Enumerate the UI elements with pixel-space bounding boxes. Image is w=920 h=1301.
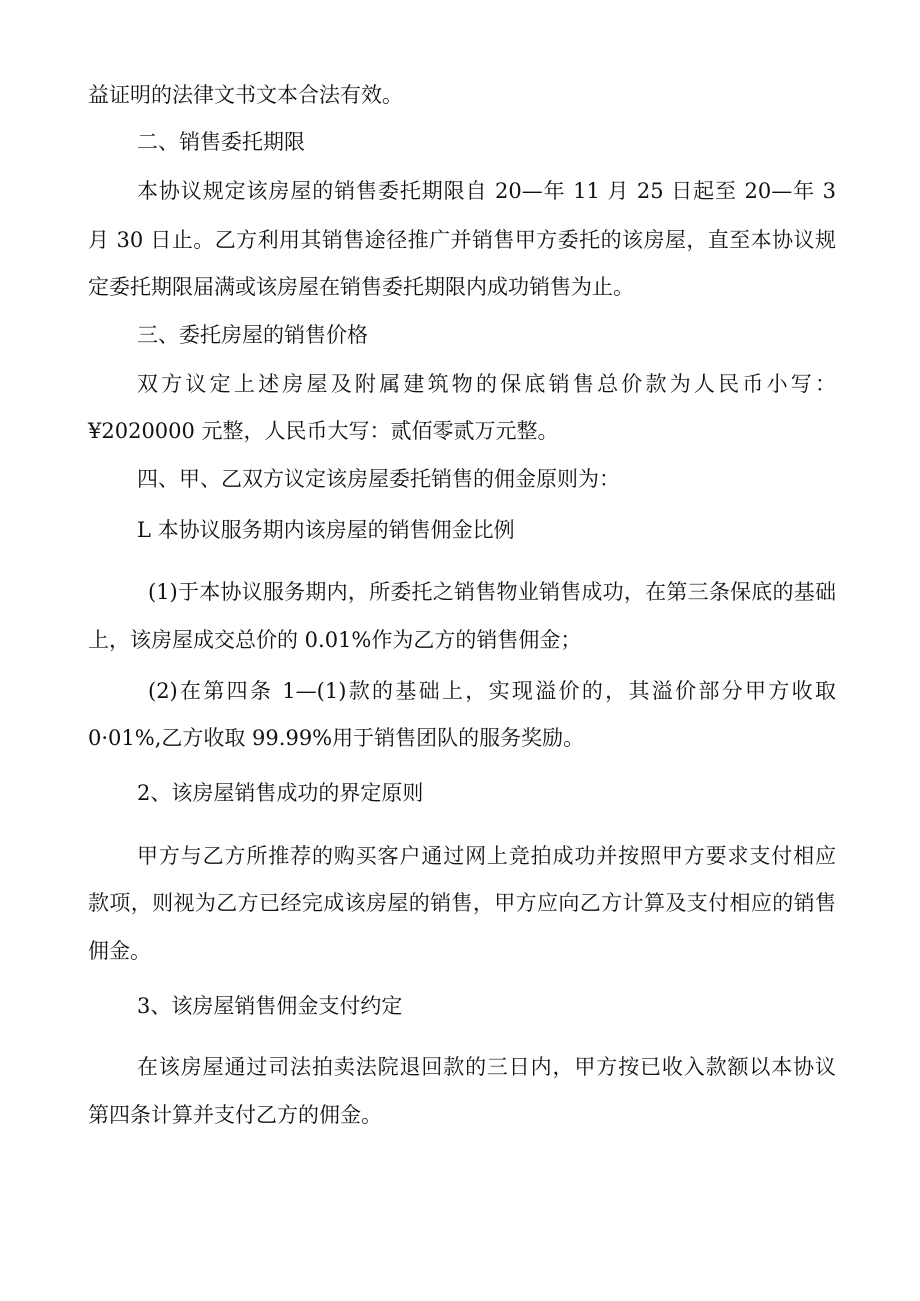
paragraph-line: 上，该房屋成交总价的 0.01%作为乙方的销售佣金； [88,628,582,652]
paragraph-line: ¥2020000 元整，人民币大写：贰佰零贰万元整。 [88,419,559,443]
paragraph-line: 益证明的法律文书文本合法有效。 [88,83,403,107]
paragraph-line: 定委托期限届满或该房屋在销售委托期限内成功销售为止。 [88,275,634,299]
paragraph-line: 在该房屋通过司法拍卖法院退回款的三日内，甲方按已收入款额以本协议 [137,1055,836,1079]
section-heading-commission: 四、甲、乙双方议定该房屋委托销售的佣金原则为： [137,467,620,491]
section-heading-price: 三、委托房屋的销售价格 [137,323,368,347]
paragraph-line: 月 30 日止。乙方利用其销售途径推广并销售甲方委托的该房屋，直至本协议规 [88,228,836,252]
paragraph-line: 0·01%,乙方收取 99.99%用于销售团队的服务奖励。 [88,726,585,750]
paragraph-line: 本协议规定该房屋的销售委托期限自 20—年 11 月 25 日起至 20—年 3 [137,179,836,203]
paragraph-line: 佣金。 [88,939,151,963]
subsection-heading-ratio: L 本协议服务期内该房屋的销售佣金比例 [137,518,515,542]
paragraph-line: 款项，则视为乙方已经完成该房屋的销售，甲方应向乙方计算及支付相应的销售 [88,891,836,915]
paragraph-line: (2)在第四条 1—(1)款的基础上，实现溢价的，其溢价部分甲方收取 [148,679,836,703]
subsection-heading-success: 2、该房屋销售成功的界定原则 [137,781,424,805]
subsection-heading-payment: 3、该房屋销售佣金支付约定 [137,994,403,1018]
paragraph-line: 甲方与乙方所推荐的购买客户通过网上竞拍成功并按照甲方要求支付相应 [137,844,836,868]
paragraph-line: 双方议定上述房屋及附属建筑物的保底销售总价款为人民币小写： [137,372,836,396]
section-heading-term: 二、销售委托期限 [137,130,305,154]
paragraph-line: (1)于本协议服务期内，所委托之销售物业销售成功，在第三条保底的基础 [148,580,836,604]
paragraph-line: 第四条计算并支付乙方的佣金。 [88,1103,382,1127]
